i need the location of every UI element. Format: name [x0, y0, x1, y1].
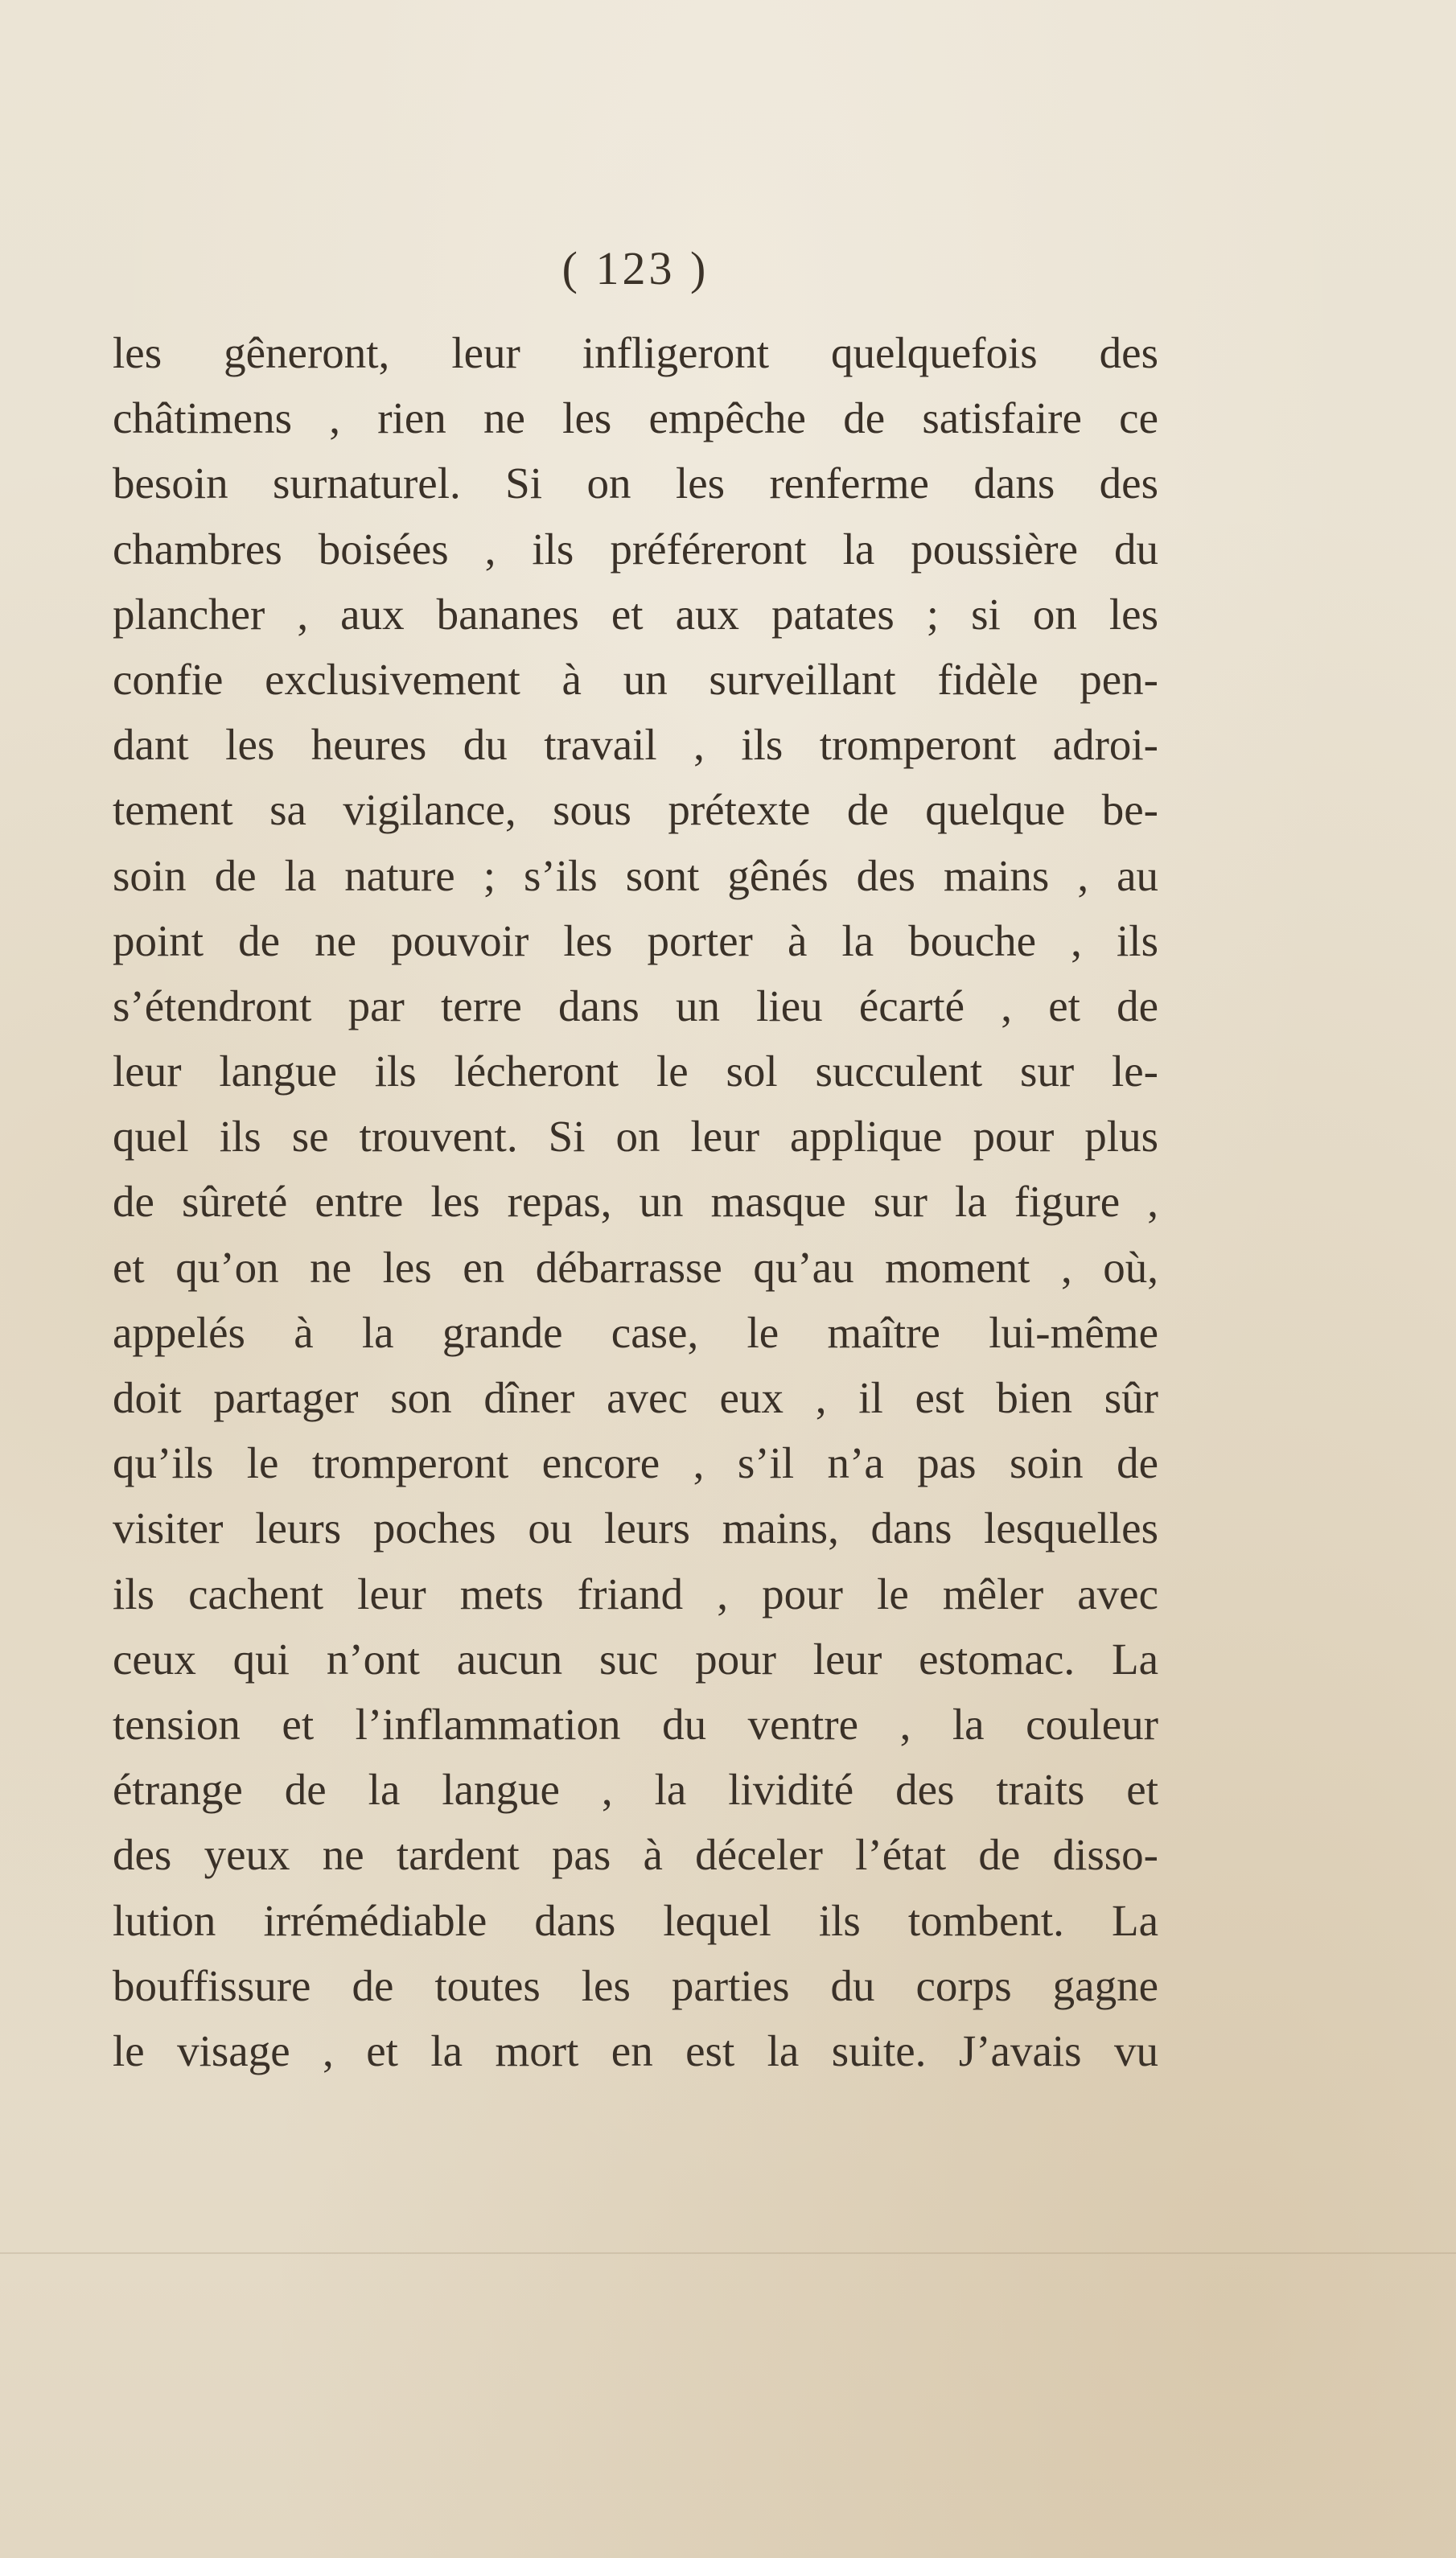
text-line: chambres boisées , ils préféreront la poussière du — [113, 524, 1158, 574]
text-line: s’étendront par terre dans un lieu écarté , et de — [113, 981, 1158, 1030]
page-number: ( 123 ) — [561, 242, 709, 294]
text-line: dant les heures du travail , ils tromperont adroi- — [113, 720, 1158, 770]
text-line: appelés à la grande case, le maître lui-même — [113, 1307, 1158, 1357]
text-line: tement sa vigilance, sous prétexte de quelque be- — [113, 785, 1158, 835]
text-line: besoin surnaturel. Si on les renferme dans des — [113, 459, 1158, 508]
body-text — [113, 320, 1158, 2083]
text-line: point de ne pouvoir les porter à la bouche , ils — [113, 915, 1158, 965]
text-line: ils cachent leur mets friand , pour le mêler avec — [113, 1569, 1158, 1618]
text-line: confie exclusivement à un surveillant fidèle pen- — [113, 654, 1158, 704]
text-line: visiter leurs poches ou leurs mains, dans lesquelles — [113, 1503, 1158, 1553]
text-line: étrange de la langue , la lividité des traits et — [113, 1765, 1158, 1815]
text-line: leur langue ils lécheront le sol succulent sur le- — [113, 1047, 1158, 1096]
text-line: les gêneront, leur infligeront quelquefois des — [113, 328, 1158, 377]
text-line: lution irrémédiable dans lequel ils tombent. La — [113, 1895, 1158, 1945]
text-line: le visage , et la mort en est la suite. J’avais vu — [113, 2025, 1158, 2075]
text-line: ceux qui n’ont aucun suc pour leur estomac. La — [113, 1634, 1158, 1684]
text-line: soin de la nature ; s’ils sont gênés des mains , au — [113, 850, 1158, 900]
text-line: de sûreté entre les repas, un masque sur la figure , — [113, 1177, 1158, 1227]
text-line: châtimens , rien ne les empêche de satisfaire ce — [113, 393, 1158, 443]
text-line: et qu’on ne les en débarrasse qu’au moment , où, — [113, 1242, 1158, 1292]
text-line: doit partager son dîner avec eux , il est bien sûr — [113, 1373, 1158, 1422]
text-line: des yeux ne tardent pas à déceler l’état de disso- — [113, 1830, 1158, 1880]
paper-fold — [0, 2252, 1456, 2254]
text-line: bouffissure de toutes les parties du corps gagne — [113, 1960, 1158, 2010]
text-line: plancher , aux bananes et aux patates ; si on les — [113, 589, 1158, 639]
text-line: quel ils se trouvent. Si on leur applique pour plus — [113, 1112, 1158, 1162]
text-line: tension et l’inflammation du ventre , la couleur — [113, 1699, 1158, 1749]
text-line: qu’ils le tromperont encore , s’il n’a pas soin de — [113, 1438, 1158, 1488]
